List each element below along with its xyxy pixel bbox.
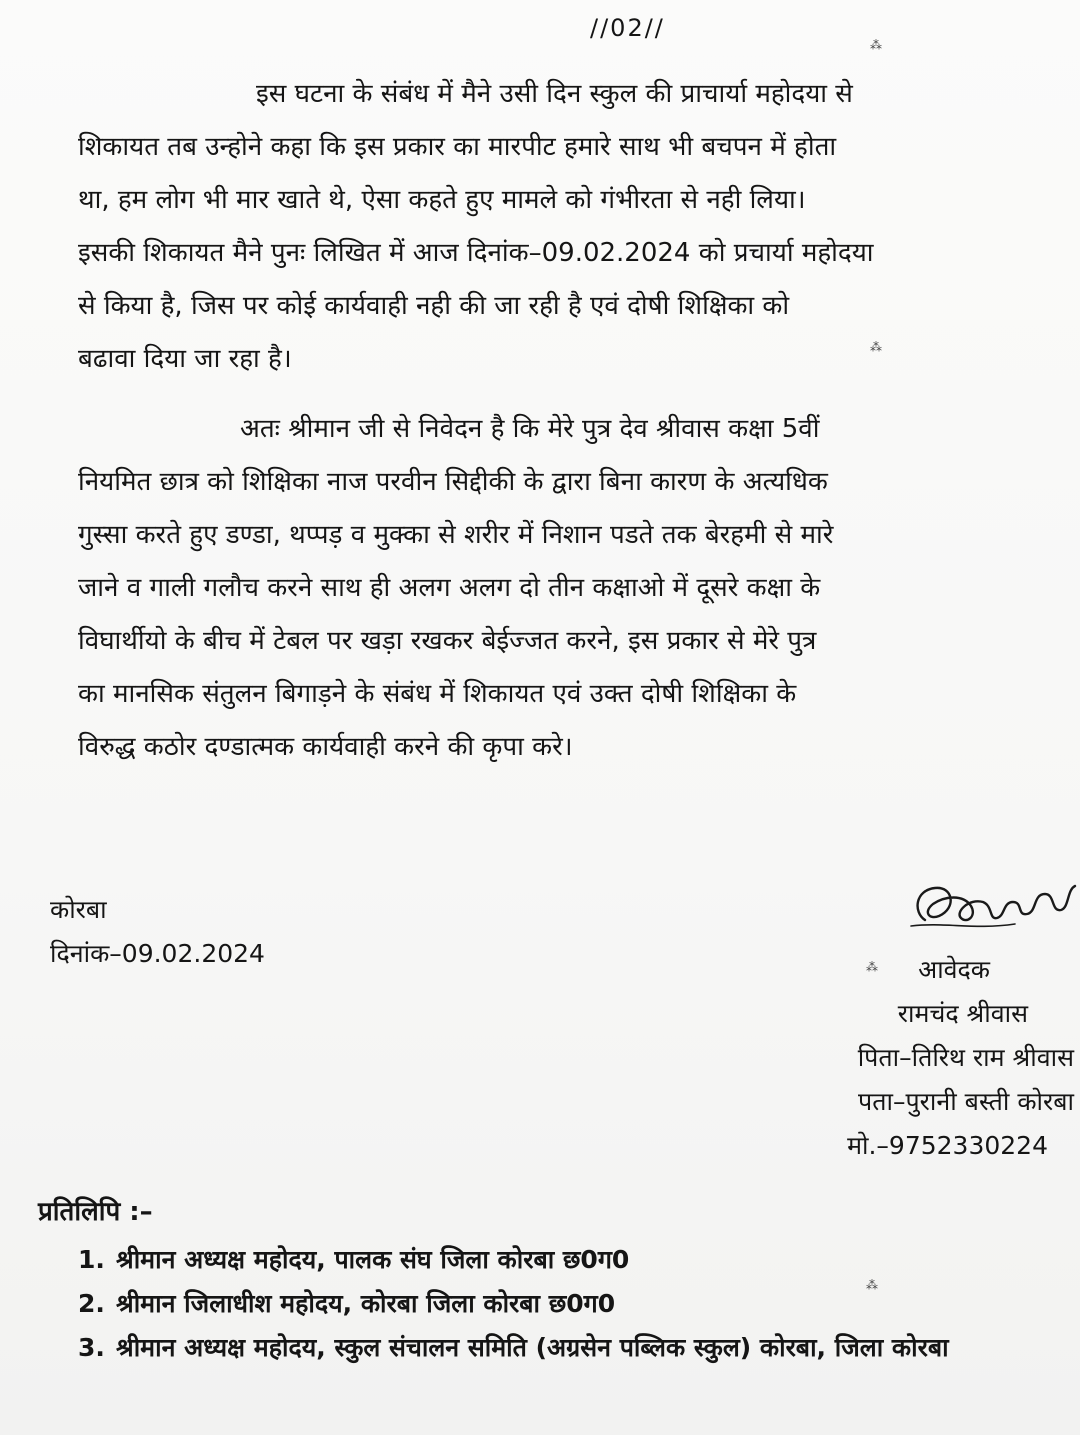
copy-item-text: श्रीमान जिलाधीश महोदय, कोरबा जिला कोरबा छ0ग0 (116, 1289, 616, 1318)
applicant-address: पता–पुरानी बस्ती कोरबा (858, 1087, 1074, 1116)
place: कोरबा (50, 895, 107, 924)
date: दिनांक–09.02.2024 (50, 939, 265, 968)
copy-item-number: 1. (78, 1245, 105, 1274)
body-paragraph-1 (78, 68, 1053, 386)
body-paragraph-2 (78, 403, 1043, 774)
paragraph-line: इस घटना के संबंध में मैने उसी दिन स्कुल की प्राचार्या महोदया से (256, 79, 853, 109)
copy-title: प्रतिलिपि :– (38, 1197, 153, 1227)
copy-item-number: 2. (78, 1289, 105, 1318)
applicant-block (780, 948, 1080, 1168)
applicant-name: रामचंद श्रीवास (897, 999, 1028, 1028)
copy-list (72, 1238, 1032, 1370)
copy-item (72, 1282, 1032, 1326)
paragraph-line: था, हम लोग भी मार खाते थे, ऐसा कहते हुए मामले को गंभीरता से नही लिया। (78, 185, 806, 215)
paragraph-line: नियमित छात्र को शिक्षिका नाज परवीन सिद्दीकी के द्वारा बिना कारण के अत्यधिक (78, 467, 828, 497)
paragraph-line: का मानसिक संतुलन बिगाड़ने के संबंध में शिकायत एवं उक्त दोषी शिक्षिका के (78, 679, 797, 709)
paragraph-line: से किया है, जिस पर कोई कार्यवाही नही की जा रही है एवं दोषी शिक्षिका को (78, 291, 790, 321)
paragraph-line: विघार्थीयो के बीच में टेबल पर खड़ा रखकर बेईज्जत करने, इस प्रकार से मेरे पुत्र (78, 626, 817, 656)
paper-speck: ⁂ (870, 340, 882, 354)
paper-speck: ⁂ (866, 1278, 878, 1292)
copy-item-text: श्रीमान अध्यक्ष महोदय, पालक संघ जिला कोरबा छ0ग0 (116, 1245, 630, 1274)
copy-item (72, 1326, 1032, 1370)
paper-speck: ⁂ (866, 960, 878, 974)
paragraph-line: विरुद्ध कठोर दण्डात्मक कार्यवाही करने की कृपा करे। (78, 732, 573, 762)
applicant-label: आवेदक (918, 955, 990, 984)
paragraph-line: जाने व गाली गलौच करने साथ ही अलग अलग दो तीन कक्षाओ में दूसरे कक्षा के (78, 573, 821, 603)
paragraph-line: गुस्सा करते हुए डण्डा, थप्पड़ व मुक्का से शरीर में निशान पडते तक बेरहमी से मारे (78, 520, 834, 550)
paragraph-line: अतः श्रीमान जी से निवेदन है कि मेरे पुत्र देव श्रीवास कक्षा 5वीं (240, 414, 820, 444)
copy-item-text: श्रीमान अध्यक्ष महोदय, स्कुल संचालन समिति (अग्रसेन पब्लिक स्कुल) कोरबा, जिला कोरबा (116, 1333, 949, 1362)
copy-item (72, 1238, 1032, 1282)
paragraph-line: शिकायत तब उन्होने कहा कि इस प्रकार का मारपीट हमारे साथ भी बचपन में होता (78, 132, 837, 162)
page-number: //02// (590, 14, 665, 42)
paragraph-line: इसकी शिकायत मैने पुनः लिखित में आज दिनांक–09.02.2024 को प्रचार्या महोदया (78, 238, 874, 268)
copy-item-number: 3. (78, 1333, 105, 1362)
signature-image (905, 872, 1080, 952)
paragraph-line: बढावा दिया जा रहा है। (78, 344, 292, 374)
paper-speck: ⁂ (870, 38, 882, 52)
place-date-block (50, 888, 265, 976)
applicant-father: पिता–तिरिथ राम श्रीवास (857, 1043, 1074, 1072)
applicant-mobile: मो.–9752330224 (847, 1131, 1048, 1160)
